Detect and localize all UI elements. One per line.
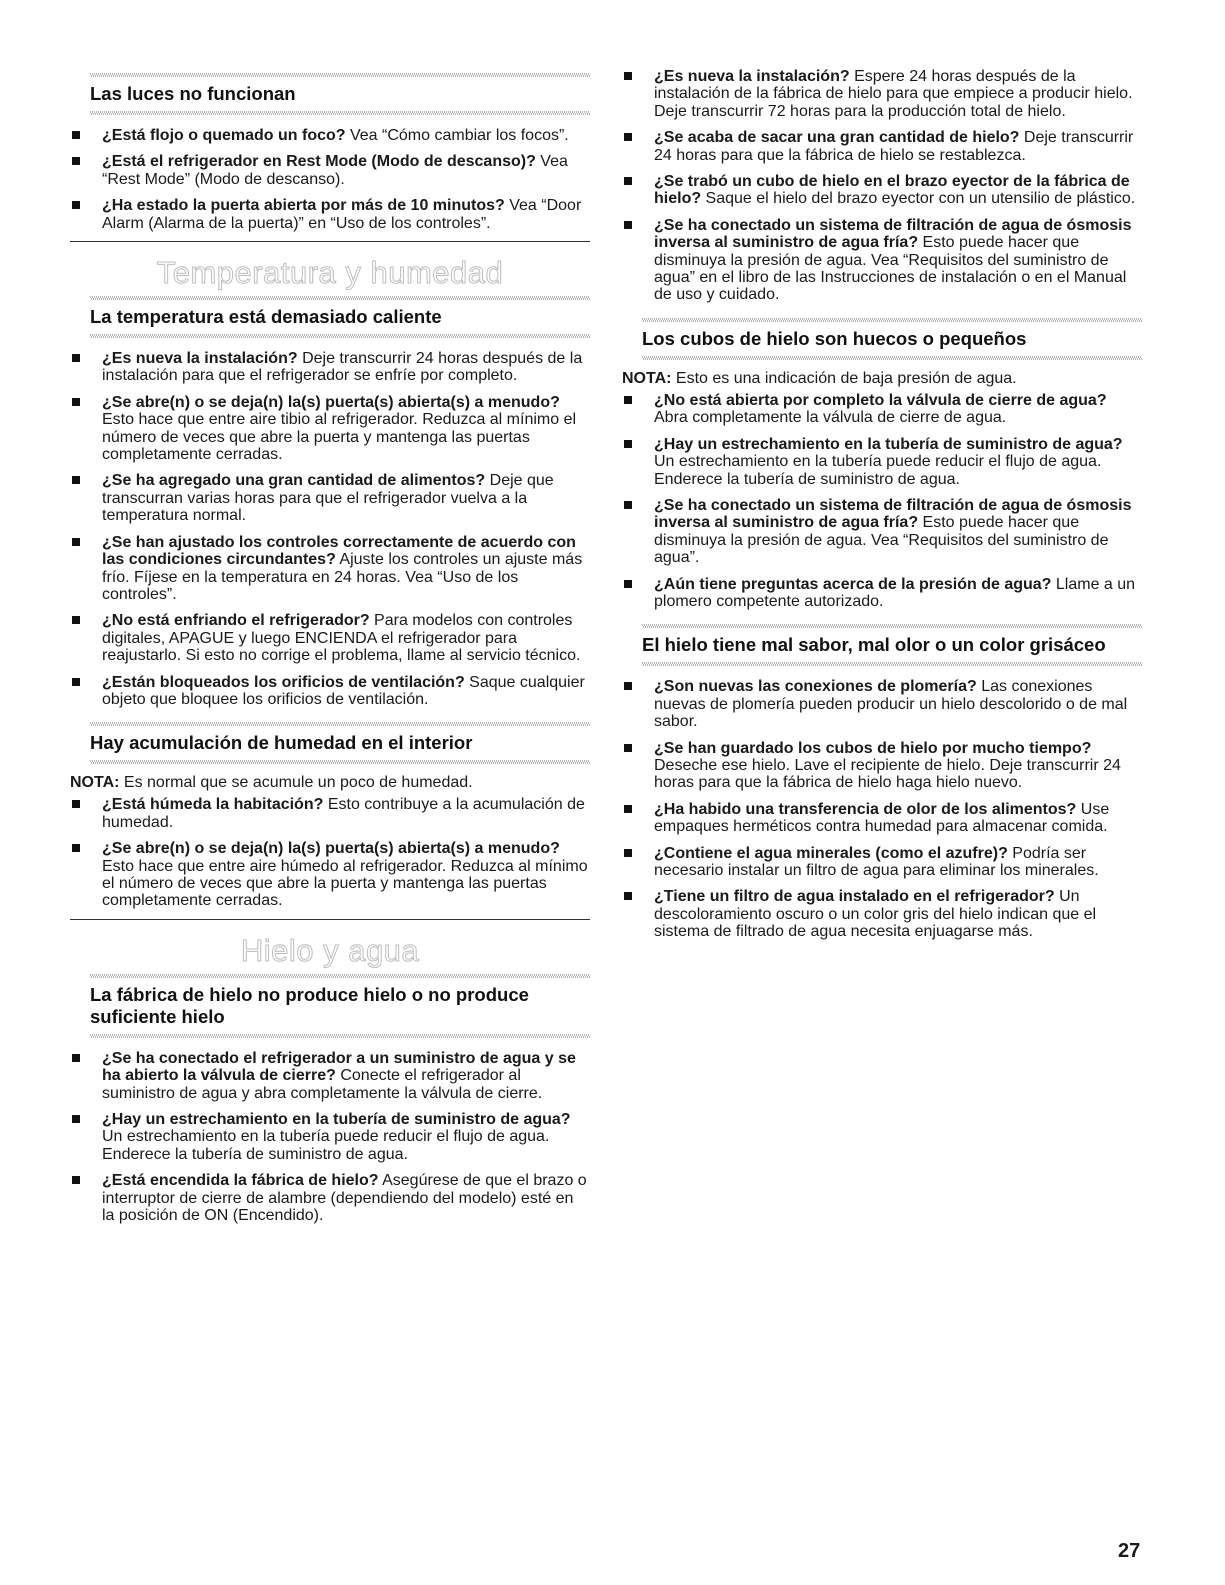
square-bullet-icon [72, 201, 80, 209]
square-bullet-icon [624, 849, 632, 857]
square-bullet-icon [72, 131, 80, 139]
list-item: ¿Aún tiene preguntas acerca de la presión de agua? Llame a un plomero competente autorizado. [622, 576, 1142, 611]
list-item: ¿Está encendida la fábrica de hielo? Asegúrese de que el brazo o interruptor de cierre de alambre (dependiendo del modelo) esté en la posición de ON (Encendido). [70, 1172, 590, 1224]
dotted-rule [642, 624, 1142, 628]
square-bullet-icon [72, 157, 80, 165]
list-item: ¿Son nuevas las conexiones de plomería? Las conexiones nuevas de plomería pueden producir un hielo descolorido o de mal sabor. [622, 678, 1142, 730]
square-bullet-icon [624, 682, 632, 690]
list-item: ¿Está el refrigerador en Rest Mode (Modo de descanso)? Vea “Rest Mode” (Modo de descanso). [70, 153, 590, 188]
square-bullet-icon [72, 1176, 80, 1184]
list-item: ¿Ha habido una transferencia de olor de los alimentos? Use empaques herméticos contra humedad para almacenar comida. [622, 801, 1142, 836]
dotted-rule [90, 1034, 590, 1038]
list-item: ¿Se han ajustado los controles correctamente de acuerdo con las condiciones circundantes? Ajuste los controles un ajuste más frío. Fíjese en la temperatura en 24 horas. Vea “Uso de los controles”. [70, 534, 590, 604]
dotted-rule [642, 356, 1142, 360]
list-cubos [622, 392, 1142, 610]
list-item: ¿Es nueva la instalación? Deje transcurrir 24 horas después de la instalación para que el refrigerador se enfríe por completo. [70, 350, 590, 385]
dotted-rule [90, 974, 590, 978]
right-column [622, 0, 1142, 950]
square-bullet-icon [72, 398, 80, 406]
square-bullet-icon [72, 354, 80, 362]
list-item: ¿Se abre(n) o se deja(n) la(s) puerta(s) abierta(s) a menudo? Esto hace que entre aire tibio al refrigerador. Reduzca al mínimo el número de veces que abre la puerta y mantenga las puertas completamente cerradas. [70, 394, 590, 464]
list-item: ¿Es nueva la instalación? Espere 24 horas después de la instalación de la fábrica de hielo para que empiece a producir hielo. Deje transcurrir 72 horas para la producción total de hielo. [622, 68, 1142, 120]
square-bullet-icon [72, 800, 80, 808]
square-bullet-icon [624, 396, 632, 404]
list-luces [70, 127, 590, 232]
dotted-rule [90, 760, 590, 764]
list-item: ¿Se ha agregado una gran cantidad de alimentos? Deje que transcurran varias horas para que el refrigerador vuelva a la temperatura normal. [70, 472, 590, 524]
list-item: ¿Se han guardado los cubos de hielo por mucho tiempo? Deseche ese hielo. Lave el recipiente de hielo. Deje transcurrir 24 horas para que la fábrica de hielo haga hielo nuevo. [622, 740, 1142, 792]
square-bullet-icon [624, 892, 632, 900]
section-heading: La fábrica de hielo no produce hielo o no produce suficiente hielo [90, 983, 529, 1027]
list-fabrica-continued [622, 68, 1142, 304]
list-item: ¿Se ha conectado el refrigerador a un suministro de agua y se ha abierto la válvula de cierre? Conecte el refrigerador al suministro de agua y abra completamente la válvula de cierre. [70, 1050, 590, 1102]
dotted-rule [90, 296, 590, 300]
square-bullet-icon [72, 538, 80, 546]
list-item: ¿Se ha conectado un sistema de filtración de agua de ósmosis inversa al suministro de agua fría? Esto puede hacer que disminuya la presión de agua. Vea “Requisitos del suministro de agua” en el libro de las Instrucciones de instalación o en el Manual de uso y cuidado. [622, 217, 1142, 304]
square-bullet-icon [72, 1054, 80, 1062]
section-sabor [642, 624, 1142, 666]
square-bullet-icon [624, 221, 632, 229]
dotted-rule [90, 73, 590, 77]
square-bullet-icon [624, 805, 632, 813]
list-humedad [70, 796, 590, 909]
list-item: ¿Están bloqueados los orificios de ventilación? Saque cualquier objeto que bloquee los orificios de ventilación. [70, 674, 590, 709]
page-number: 27 [1118, 1540, 1141, 1562]
section-heading: Los cubos de hielo son huecos o pequeños [642, 327, 1027, 349]
square-bullet-icon [624, 133, 632, 141]
list-item: ¿No está enfriando el refrigerador? Para modelos con controles digitales, APAGUE y luego ENCIENDA el refrigerador para reajustarlo. Si esto no corrige el problema, llame al servicio técnico. [70, 612, 590, 664]
square-bullet-icon [624, 744, 632, 752]
section-title-hielo: Hielo y agua [240, 932, 420, 968]
list-caliente [70, 350, 590, 708]
section-fabrica [90, 974, 590, 1038]
square-bullet-icon [72, 616, 80, 624]
list-item: ¿No está abierta por completo la válvula de cierre de agua? Abra completamente la válvula de cierre de agua. [622, 392, 1142, 427]
square-bullet-icon [624, 580, 632, 588]
square-bullet-icon [624, 440, 632, 448]
square-bullet-icon [72, 844, 80, 852]
list-item: ¿Se acaba de sacar una gran cantidad de hielo? Deje transcurrir 24 horas para que la fábrica de hielo se restablezca. [622, 129, 1142, 164]
square-bullet-icon [72, 476, 80, 484]
list-item: ¿Se abre(n) o se deja(n) la(s) puerta(s) abierta(s) a menudo? Esto hace que entre aire húmedo al refrigerador. Reduzca al mínimo el número de veces que abre la puerta y mantenga las puertas completamente cerradas. [70, 840, 590, 910]
list-item: ¿Hay un estrechamiento en la tubería de suministro de agua? Un estrechamiento en la tubería puede reducir el flujo de agua. Enderece la tubería de suministro de agua. [622, 436, 1142, 488]
section-luces [90, 73, 590, 115]
section-heading: Las luces no funcionan [90, 83, 296, 104]
dotted-rule [90, 722, 590, 726]
section-humedad [90, 722, 590, 764]
section-heading: El hielo tiene mal sabor, mal olor o un color grisáceo [642, 634, 1106, 656]
list-item: ¿Se trabó un cubo de hielo en el brazo eyector de la fábrica de hielo? Saque el hielo del brazo eyector con un utensilio de plástico. [622, 173, 1142, 208]
section-title-temperatura: Temperatura y humedad [156, 255, 504, 291]
list-item: ¿Está húmeda la habitación? Esto contribuye a la acumulación de humedad. [70, 796, 590, 831]
list-item: ¿Hay un estrechamiento en la tubería de suministro de agua? Un estrechamiento en la tubería puede reducir el flujo de agua. Enderece la tubería de suministro de agua. [70, 1111, 590, 1163]
section-heading: Hay acumulación de humedad en el interior [90, 732, 473, 754]
list-fabrica [70, 1050, 590, 1225]
dotted-rule [642, 662, 1142, 666]
section-cubos [642, 318, 1142, 360]
dotted-rule [90, 334, 590, 338]
square-bullet-icon [624, 501, 632, 509]
dotted-rule [642, 318, 1142, 322]
section-divider [70, 241, 590, 242]
dotted-rule [90, 111, 590, 115]
list-item: ¿Contiene el agua minerales (como el azufre)? Podría ser necesario instalar un filtro de agua para eliminar los minerales. [622, 845, 1142, 880]
left-column [70, 0, 590, 1233]
section-heading: La temperatura está demasiado caliente [90, 306, 442, 328]
square-bullet-icon [72, 678, 80, 686]
list-item: ¿Tiene un filtro de agua instalado en el refrigerador? Un descoloramiento oscuro o un color gris del hielo indican que el sistema de filtrado de agua necesita enjuagarse más. [622, 888, 1142, 940]
section-divider [70, 919, 590, 920]
section-caliente [90, 296, 590, 338]
square-bullet-icon [624, 177, 632, 185]
square-bullet-icon [624, 72, 632, 80]
note: NOTA: Esto es una indicación de baja presión de agua. [622, 369, 1017, 387]
square-bullet-icon [72, 1115, 80, 1123]
note: NOTA: Es normal que se acumule un poco de humedad. [70, 774, 473, 792]
list-item: ¿Se ha conectado un sistema de filtración de agua de ósmosis inversa al suministro de agua fría? Esto puede hacer que disminuya la presión de agua. Vea “Requisitos del suministro de agua”. [622, 497, 1142, 567]
list-item: ¿Ha estado la puerta abierta por más de 10 minutos? Vea “Door Alarm (Alarma de la puerta)” en “Uso de los controles”. [70, 197, 590, 232]
list-sabor [622, 678, 1142, 940]
list-item: ¿Está flojo o quemado un foco? Vea “Cómo cambiar los focos”. [70, 127, 590, 144]
